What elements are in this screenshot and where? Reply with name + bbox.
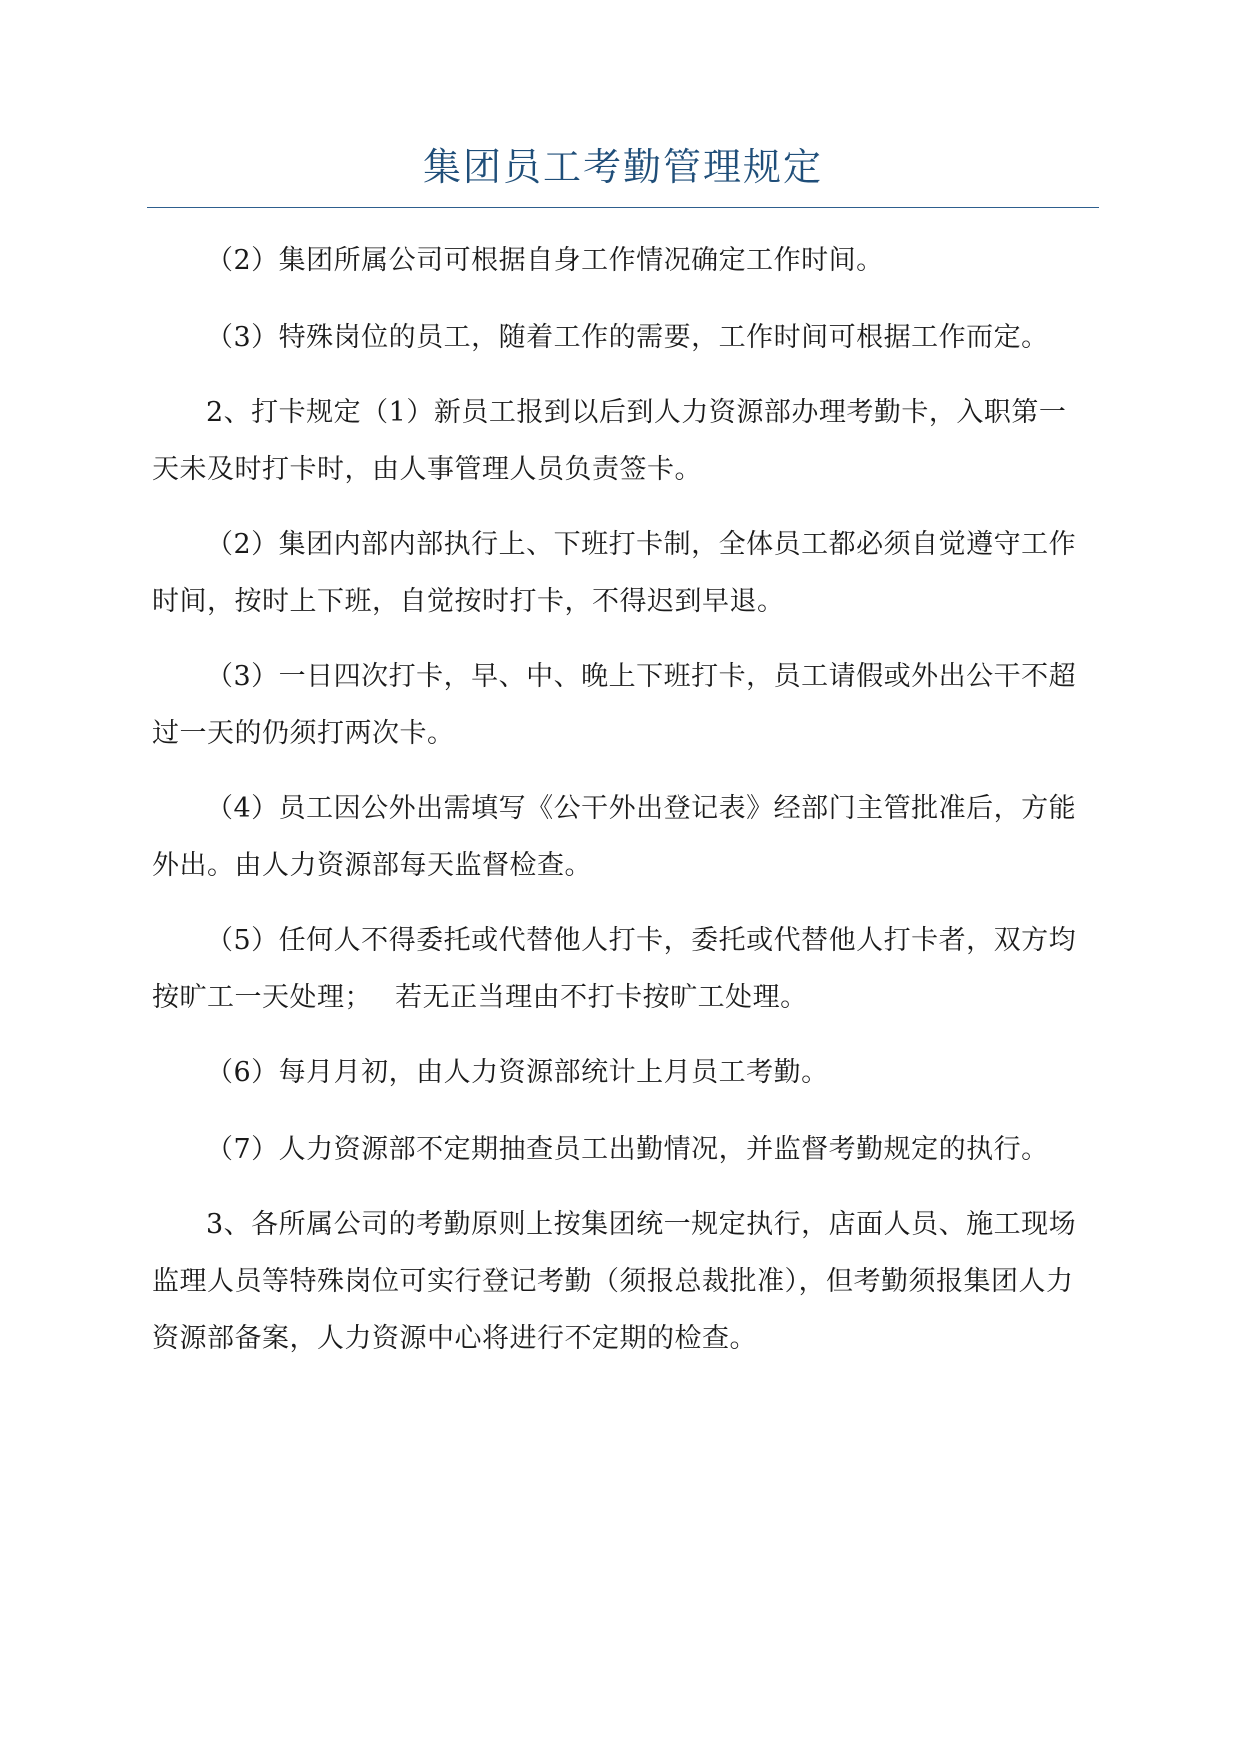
document-title: 集团员工考勤管理规定 [422, 145, 823, 189]
title-underline [147, 207, 1099, 208]
paragraph-proxy-clocking: （5）任何人不得委托或代替他人打卡，委托或代替他人打卡者，双方均按旷工一天处理； 若无正当理由不打卡按旷工处理。 [152, 925, 1077, 1013]
paragraph-work-time-companies: （2）集团所属公司可根据自身工作情况确定工作时间。 [206, 245, 884, 276]
paragraph-business-outing: （4）员工因公外出需填写《公干外出登记表》经部门主管批准后，方能外出。由人力资源部每天监督检查。 [152, 793, 1077, 881]
paragraph-clock-system: （2）集团内部内部执行上、下班打卡制，全体员工都必须自觉遵守工作时间，按时上下班，自觉按时打卡，不得迟到早退。 [152, 529, 1077, 617]
paragraph-monthly-statistics: （6）每月月初，由人力资源部统计上月员工考勤。 [206, 1057, 829, 1088]
paragraph-subsidiary-attendance: 3、各所属公司的考勤原则上按集团统一规定执行，店面人员、施工现场监理人员等特殊岗位可实行登记考勤（须报总裁批准），但考勤须报集团人力资源部备案，人力资源中心将进行不定期的检查。 [152, 1209, 1077, 1354]
document-body [152, 232, 1092, 1385]
paragraph-spot-checks: （7）人力资源部不定期抽查员工出勤情况，并监督考勤规定的执行。 [206, 1134, 1049, 1165]
paragraph-special-positions: （3）特殊岗位的员工，随着工作的需要，工作时间可根据工作而定。 [206, 322, 1049, 353]
paragraph-clock-in-rules: 2、打卡规定（1）新员工报到以后到人力资源部办理考勤卡，入职第一天未及时打卡时，由人事管理人员负责签卡。 [152, 397, 1067, 485]
paragraph-four-clock-ins: （3）一日四次打卡，早、中、晚上下班打卡，员工请假或外出公干不超过一天的仍须打两次卡。 [152, 661, 1077, 749]
